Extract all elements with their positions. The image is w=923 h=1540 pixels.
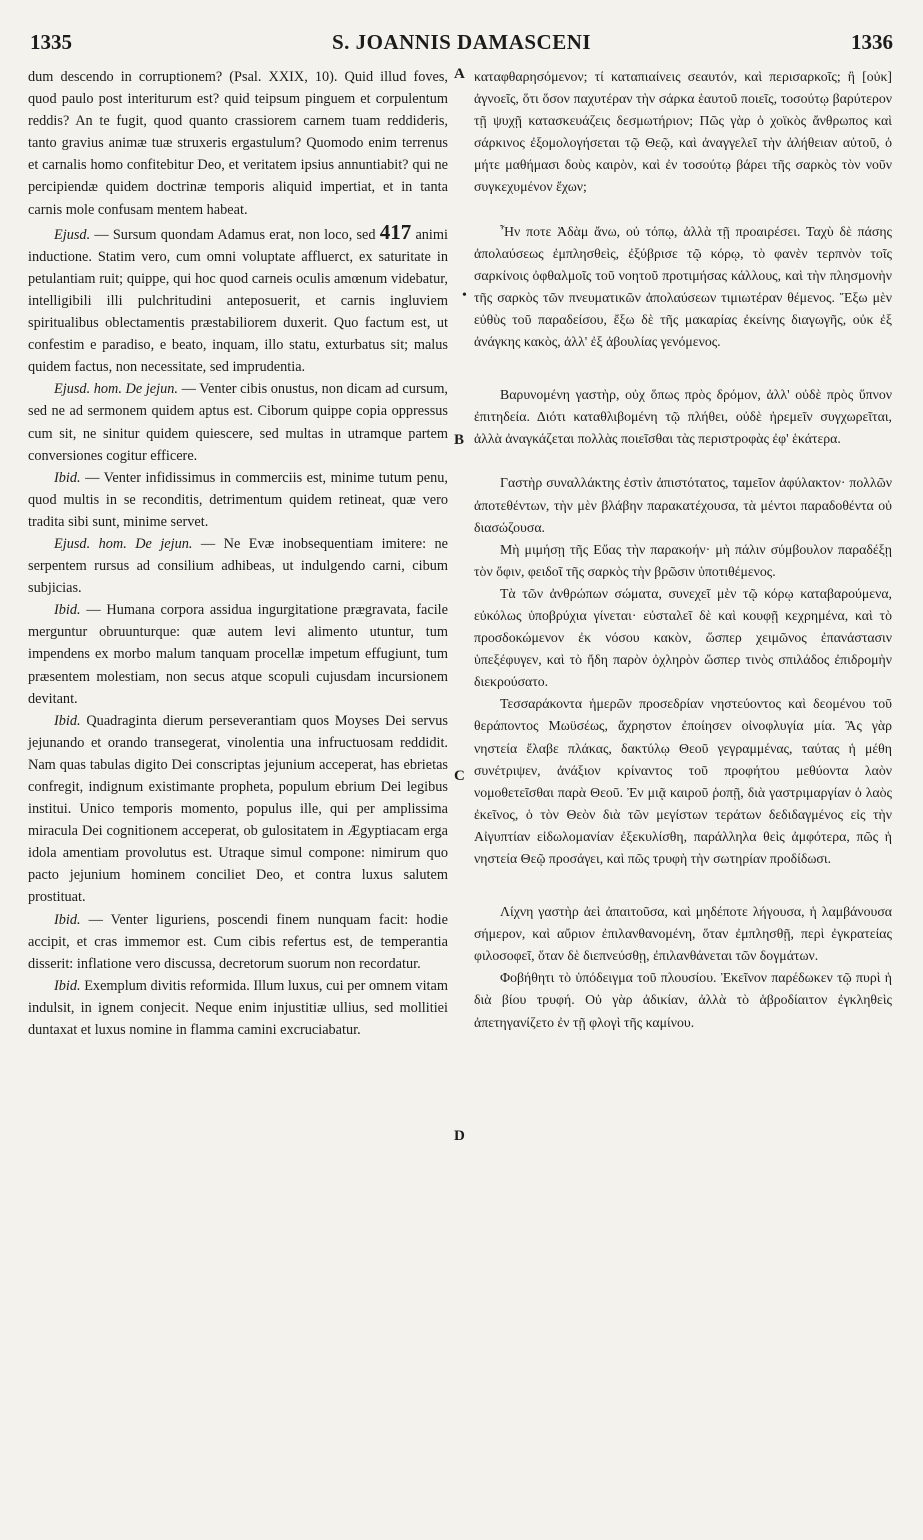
greek-paragraph: Μὴ μιμήσῃ τῆς Εὔας τὴν παρακοήν· μὴ πάλιν σύμβουλον παραδέξῃ τὸν ὄφιν, φειδοῖ τῆς σαρκὸς τὴν βρῶσιν ὑποτιθέμενος. <box>474 541 892 579</box>
paragraph-text: — Humana corpora assidua ingurgitatione prægravata, facile merguntur obruunturque: quæ autem levi alimento utuntur, tum impendens ex morbo malum tanquam procellæ impetum effugiunt, tum præsentem molestiam, non secus atque scopuli cujusdam incursionem devitant. <box>28 602 448 707</box>
paragraph-text: — Venter cibis onustus, non dicam ad cursum, sed ne ad sermonem quidem aptus est. Ciborum quippe copia oppressus cum sit, ne sinitur quidem quiescere, sed multas in utramque partem conversiones cogitur efficere. <box>28 381 449 464</box>
paragraph-text: — Venter liguriens, poscendi finem nunquam facit: hodie accipit, et cras immemor est. Cum cibis refertus est, de temperantia disserit: inflatione vero discussa, decretorum suorum non recordatur. <box>28 911 448 972</box>
margin-marker-b: B <box>454 432 465 448</box>
greek-paragraph: καταφθαρησόμενον; τί καταπιαίνεις σεαυτόν, καὶ περισαρκοῖς; ἢ [οὐκ] ἀγνοεῖς, ὅτι ὅσον παχυτέραν τὴν σάρκα ἑαυτοῦ ποιεῖς, τοσούτῳ βαρύτερον τῇ ψυχῇ κατασκευάζεις δεσμωτήριον; Πῶς γὰρ ὁ χοϊκὸς ἄνθρωπος καὶ σάρκινος ἐξομολογήσεται τῷ Θεῷ, καὶ ἀναγγελεῖ τὴν ἀλήθειαν αὐτοῦ, ὁ μήτε μαθήμασι δοὺς καιρὸν, καὶ ἐν τοσούτῳ βάρει τῆς σαρκὸς τὸν νοῦν συγκεχυμένον ἔχων; <box>474 69 892 195</box>
paragraph-text: Quadraginta dierum perseverantiam quos Moyses Dei servus jejunando et orando transegerat, vinolentia una infructuosam reddidit. Nam quas tabulas digito Dei conscriptas jejunium acceperat, has ebrietas confregit, indignum existimante propheta, populum ebrium Dei legibus institui. Unico temporis momento, populus ille, qui per amplissima miracula Dei cognitionem acceperat, ob gulositatem in Ægyptiacam erga idola amentiam provolutus est. Utraque simul compone: nimirum quo pacto jejunium hominem conciliet Deo, et contra luxus salutem prostituat. <box>28 712 448 906</box>
latin-paragraph <box>28 221 448 379</box>
page-number-right: 1336 <box>851 30 893 54</box>
greek-paragraph: Γαστὴρ συναλλάκτης ἐστὶν ἀπιστότατος, ταμεῖον ἀφύλακτον· πολλῶν ἀποτεθέντων, τὴν μὲν βλάβην παρακατέχουσα, τὰ μέντοι παραδοθέντα οὐ διασώζουσα. <box>474 475 892 535</box>
source-label: Ejusd. hom. De jejun. <box>54 381 178 398</box>
latin-paragraph <box>28 710 448 909</box>
greek-paragraph: Βαρυνομένη γαστὴρ, οὐχ ὅπως πρὸς δρόμον, ἀλλ' οὐδὲ πρὸς ὕπνον ἐπιτηδεία. Διότι καταθλιβομένη τῷ πλήθει, οὐδὲ ἠρεμεῖν συγχωρεῖται, ἀλλὰ ἀναγκάζεται πολλὰς ποιεῖσθαι τὰς περιστροφὰς ἐφ' ἑκάτερα. <box>474 387 892 447</box>
source-label: Ibid. <box>54 712 81 729</box>
margin-marker-a: A <box>454 66 465 82</box>
source-label: Ibid. <box>54 911 81 928</box>
latin-paragraph <box>28 378 448 466</box>
source-label: Ejusd. hom. De jejun. <box>54 535 193 552</box>
page-header <box>30 30 893 60</box>
greek-column <box>474 66 892 1034</box>
paragraph-text: Exemplum divitis reformida. Illum luxus, cui per omnem vitam indulsit, in ignem conjecit. Neque enim injustitiæ ullius, sed mollitiei duntaxat et luxus nomine in flamma camini excruciabatur. <box>28 977 448 1039</box>
source-label: Ejusd. <box>54 226 91 243</box>
source-label: Ibid. <box>54 602 81 619</box>
greek-paragraph: Λίχνη γαστὴρ ἀεὶ ἀπαιτοῦσα, καὶ μηδέποτε λήγουσα, ἡ λαμβάνουσα σήμερον, καὶ αὔριον ἐπιλανθανομένη, ὅταν ἐμπλησθῇ, περὶ ἐγκρατείας φιλοσοφεῖ, ὅταν δὲ διεπνεύσθῃ, ἐπιλανθάνεται τῶν δογμάτων. <box>474 904 892 964</box>
latin-paragraph <box>28 975 448 1041</box>
paragraph-text: — Sursum quondam Adamus erat, non loco, sed <box>90 226 380 243</box>
section-bullet: • <box>462 288 467 303</box>
margin-marker-c: C <box>454 768 465 784</box>
source-label: Ibid. <box>54 977 81 994</box>
source-label: Ibid. <box>54 469 81 486</box>
latin-paragraph <box>28 909 448 975</box>
page-number-left: 1335 <box>30 30 72 54</box>
paragraph-text: — Ne Evæ inobsequentiam imitere: ne serpentem rursus ad consilium adhibeas, ut indulgendo carni, cibum subjicias. <box>28 535 448 597</box>
greek-paragraph: Φοβήθητι τὸ ὑπόδειγμα τοῦ πλουσίου. Ἐκεῖνον παρέδωκεν τῷ πυρὶ ἡ διὰ βίου τρυφή. Οὐ γὰρ ἀδικίαν, ἀλλὰ τὸ ἁβροδίαιτον ἐγκληθεὶς ἀπετηγανίζετο ἐν τῇ φλογὶ τῆς καμίνου. <box>474 970 892 1030</box>
latin-paragraph <box>28 599 448 709</box>
greek-paragraph: Ἦν ποτε Ἀδὰμ ἄνω, οὐ τόπῳ, ἀλλὰ τῇ προαιρέσει. Ταχὺ δὲ πάσης ἀπολαύσεως ἐμπλησθεὶς, ἐξύβρισε τῷ κόρῳ, τὸ φανὲν τερπνὸν τοῖς σαρκίνοις ὀφθαλμοῖς τοῦ νοητοῦ προτιμήσας κάλλους, καὶ τὴν πλησμονὴν τῆς σαρκὸς τῶν πνευματικῶν ἀπολαύσεων τιμιωτέραν θέμενος. Ἔξω μὲν εὐθὺς τοῦ παραδείσου, ἔξω δὲ τῆς μακαρίας ἐκείνης διαγωγῆς, οὐκ ἐξ ἀνάγκης κακὸς, ἀλλ' ἐξ ἀβουλίας γενόμενος. <box>474 223 892 350</box>
greek-paragraph: Τὰ τῶν ἀνθρώπων σώματα, συνεχεῖ μὲν τῷ κόρῳ καταβαρούμενα, εὐκόλως ὑποβρύχια γίνεται· εὐσταλεῖ δὲ καὶ κουφῇ κεχρημένα, καὶ τὸ προσδοκώμενον ἐκ νόσου κακὸν, ὥσπερ χειμῶνος ἐπανάστασιν ὑπεξέφυγεν, καὶ τὸ ἤδη παρὸν ὀχληρὸν ὥσπερ τινὸς σπιλάδος ἐπιδρομὴν διεκρούσατο. <box>474 585 892 690</box>
paragraph-text: — Venter infidissimus in commerciis est, minime tutum penu, quod multis in se reconditis, detrimentum quidem retineat, quæ vero tradita sibi sunt, minime servet. <box>28 469 448 530</box>
running-title: S. JOANNIS DAMASCENI <box>331 30 592 54</box>
latin-paragraph: dum descendo in corruptionem? (Psal. XXIX, 10). Quid illud foves, quod paulo post interiturum est? quid teipsum pinguem et corpulentum reddis? An te fugit, quod quanto crassiorem carnem tuam reddideris, tanto gravius animæ tuæ struxeris ergastulum? Quomodo enim terrenus et carnalis homo confitebitur Deo, et veritatem ipsius annuntiabit? qui ne percipiendæ quidem doctrinæ temporis aliquid impertiat, et in tanta carnis mole confusam mentem habeat. <box>28 69 448 218</box>
latin-paragraph <box>28 467 448 533</box>
margin-marker-d: D <box>454 1128 465 1144</box>
greek-paragraph: Τεσσαράκοντα ἡμερῶν προσεδρίαν νηστεύοντος καὶ δεομένου τοῦ θεράποντος Μωϋσέως, ἄχρηστον ἐποίησεν οἰνοφλυγία μία. Ἃς γὰρ νηστεία ἔλαβε πλάκας, δακτύλῳ Θεοῦ γεγραμμένας, ταύτας ἡ μέθη συνέτριψεν, ἀνάξιον κρίναντος τοῦ προφήτου μεθύοντα λαὸν νομοθετεῖσθαι παρὰ Θεοῦ. Ἐν μιᾷ καιροῦ ῥοπῇ, διὰ γαστριμαργίαν ὁ λαὸς ἐκεῖνος, ὁ τὸν Θεὸν διὰ τῶν μεγίστων τεράτων δεδιδαγμένος εἰς τὴν Αἰγυπτίαν εἰδωλομανίαν ἐξεκυλίσθη, παράλληλα θεὶς ἀμφότερα, πῶς ἡ νηστεία Θεῷ προσάγει, καὶ πῶς τρυφὴ τὴν σωτηρίαν προδίδωσι. <box>474 696 892 866</box>
paragraph-text: animi inductione. Statim vero, cum omni voluptate affluerct, ex saturitate in petulantiam ruit; quippe, qui hoc quod carneis oculis amœnum videbatur, intelligibili illi pulchritudini anteposuerit, et carnis ingluviem spiritualibus oblectamentis præstabiliorem duxerit. Quo factum est, ut confestim e paradiso, e beato, inquam, illo statu, exturbatus sit; malus quidem factus, non necessitate, sed imprudentia. <box>28 226 448 376</box>
column-number: 417 <box>379 219 412 244</box>
latin-paragraph <box>28 533 448 599</box>
latin-column <box>28 66 448 1041</box>
